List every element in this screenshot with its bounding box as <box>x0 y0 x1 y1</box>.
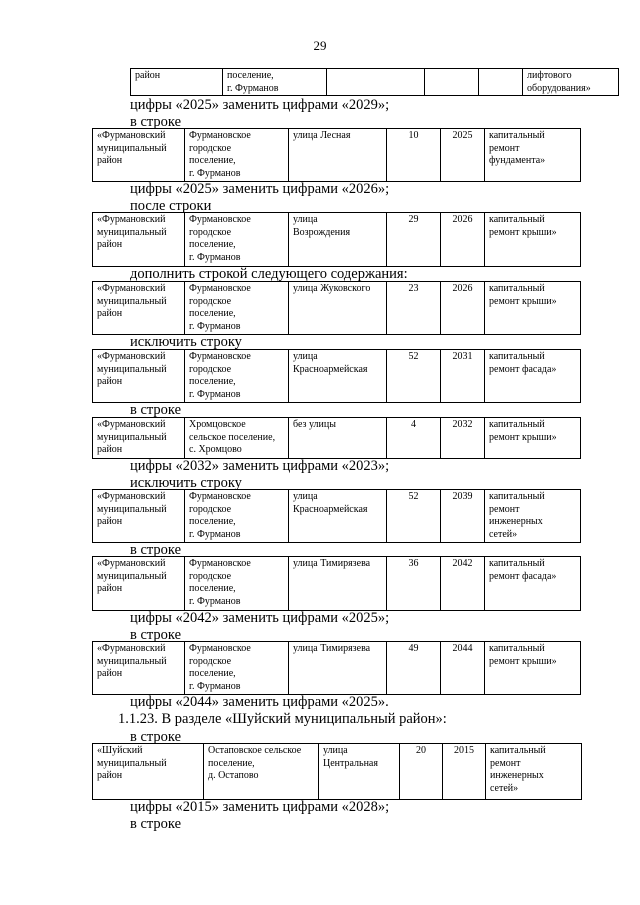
instruction-text: в строке <box>130 729 182 745</box>
house-number-cell: 10 <box>387 129 441 182</box>
housing-table-row <box>92 349 581 403</box>
year-cell: 2025 <box>441 129 485 182</box>
settlement-cell: Фурмановское городское поселение, г. Фурманов <box>185 282 289 335</box>
district-cell: район <box>131 69 223 96</box>
settlement-cell: Фурмановское городское поселение, г. Фурманов <box>185 490 289 543</box>
settlement-cell: Фурмановское городское поселение, г. Фурманов <box>185 213 289 267</box>
housing-table-row <box>130 68 619 96</box>
instruction-text: цифры «2044» заменить цифрами «2025». <box>130 694 389 710</box>
house-number-cell: 52 <box>387 490 441 543</box>
work-type-cell: капитальный ремонт крыши» <box>485 642 581 695</box>
instruction-text: 1.1.23. В разделе «Шуйский муниципальный район»: <box>118 711 447 727</box>
year-cell: 2032 <box>441 418 485 459</box>
year-cell: 2042 <box>441 557 485 611</box>
house-number-cell: 4 <box>387 418 441 459</box>
street-cell: без улицы <box>289 418 387 459</box>
instruction-text: в строке <box>130 114 182 130</box>
district-cell: «Фурмановский муниципальный район <box>93 418 185 459</box>
street-cell: улица Лесная <box>289 129 387 182</box>
house-number-cell: 29 <box>387 213 441 267</box>
instruction-text: цифры «2025» заменить цифрами «2026»; <box>130 181 390 197</box>
housing-table-row <box>92 417 581 459</box>
district-cell: «Шуйский муниципальный район <box>93 744 204 800</box>
street-cell: улица Возрождения <box>289 213 387 267</box>
settlement-cell: Фурмановское городское поселение, г. Фурманов <box>185 350 289 403</box>
street-cell: улица Тимирязева <box>289 557 387 611</box>
street-cell <box>327 69 425 96</box>
instruction-text: в строке <box>130 402 182 418</box>
instruction-text: цифры «2042» заменить цифрами «2025»; <box>130 610 390 626</box>
year-cell: 2026 <box>441 282 485 335</box>
housing-table-row <box>92 489 581 543</box>
house-number-cell: 23 <box>387 282 441 335</box>
housing-table-row <box>92 128 581 182</box>
housing-table-row <box>92 212 581 267</box>
house-number-cell: 20 <box>400 744 443 800</box>
district-cell: «Фурмановский муниципальный район <box>93 557 185 611</box>
work-type-cell: капитальный ремонт крыши» <box>485 282 581 335</box>
street-cell: улица Тимирязева <box>289 642 387 695</box>
housing-table-row <box>92 641 581 695</box>
settlement-cell: поселение, г. Фурманов <box>223 69 327 96</box>
year-cell <box>479 69 523 96</box>
year-cell: 2026 <box>441 213 485 267</box>
work-type-cell: капитальный ремонт инженерных сетей» <box>486 744 582 800</box>
district-cell: «Фурмановский муниципальный район <box>93 282 185 335</box>
district-cell: «Фурмановский муниципальный район <box>93 642 185 695</box>
district-cell: «Фурмановский муниципальный район <box>93 213 185 267</box>
page-number: 29 <box>313 38 327 53</box>
house-number-cell <box>425 69 479 96</box>
settlement-cell: Фурмановское городское поселение, г. Фурманов <box>185 642 289 695</box>
year-cell: 2015 <box>443 744 486 800</box>
district-cell: «Фурмановский муниципальный район <box>93 350 185 403</box>
work-type-cell: лифтового оборудования» <box>523 69 619 96</box>
instruction-text: цифры «2015» заменить цифрами «2028»; <box>130 799 390 815</box>
instruction-text: исключить строку <box>130 475 242 491</box>
housing-table-row <box>92 743 582 800</box>
work-type-cell: капитальный ремонт инженерных сетей» <box>485 490 581 543</box>
instruction-text: в строке <box>130 627 182 643</box>
house-number-cell: 52 <box>387 350 441 403</box>
work-type-cell: капитальный ремонт фасада» <box>485 557 581 611</box>
year-cell: 2031 <box>441 350 485 403</box>
work-type-cell: капитальный ремонт фундамента» <box>485 129 581 182</box>
settlement-cell: Фурмановское городское поселение, г. Фурманов <box>185 129 289 182</box>
street-cell: улица Красноармейская <box>289 490 387 543</box>
instruction-text: в строке <box>130 542 182 558</box>
housing-table-row <box>92 556 581 611</box>
settlement-cell: Фурмановское городское поселение, г. Фурманов <box>185 557 289 611</box>
instruction-text: цифры «2025» заменить цифрами «2029»; <box>130 97 390 113</box>
street-cell: улица Жуковского <box>289 282 387 335</box>
work-type-cell: капитальный ремонт крыши» <box>485 418 581 459</box>
house-number-cell: 36 <box>387 557 441 611</box>
house-number-cell: 49 <box>387 642 441 695</box>
work-type-cell: капитальный ремонт фасада» <box>485 350 581 403</box>
instruction-text: дополнить строкой следующего содержания: <box>130 266 408 282</box>
settlement-cell: Остаповское сельское поселение, д. Остапово <box>204 744 319 800</box>
district-cell: «Фурмановский муниципальный район <box>93 490 185 543</box>
housing-table-row <box>92 281 581 335</box>
settlement-cell: Хромцовское сельское поселение, с. Хромцово <box>185 418 289 459</box>
instruction-text: цифры «2032» заменить цифрами «2023»; <box>130 458 390 474</box>
street-cell: улица Красноармейская <box>289 350 387 403</box>
year-cell: 2044 <box>441 642 485 695</box>
year-cell: 2039 <box>441 490 485 543</box>
instruction-text: исключить строку <box>130 334 242 350</box>
instruction-text: после строки <box>130 198 212 214</box>
work-type-cell: капитальный ремонт крыши» <box>485 213 581 267</box>
district-cell: «Фурмановский муниципальный район <box>93 129 185 182</box>
street-cell: улица Центральная <box>319 744 400 800</box>
instruction-text: в строке <box>130 816 182 832</box>
